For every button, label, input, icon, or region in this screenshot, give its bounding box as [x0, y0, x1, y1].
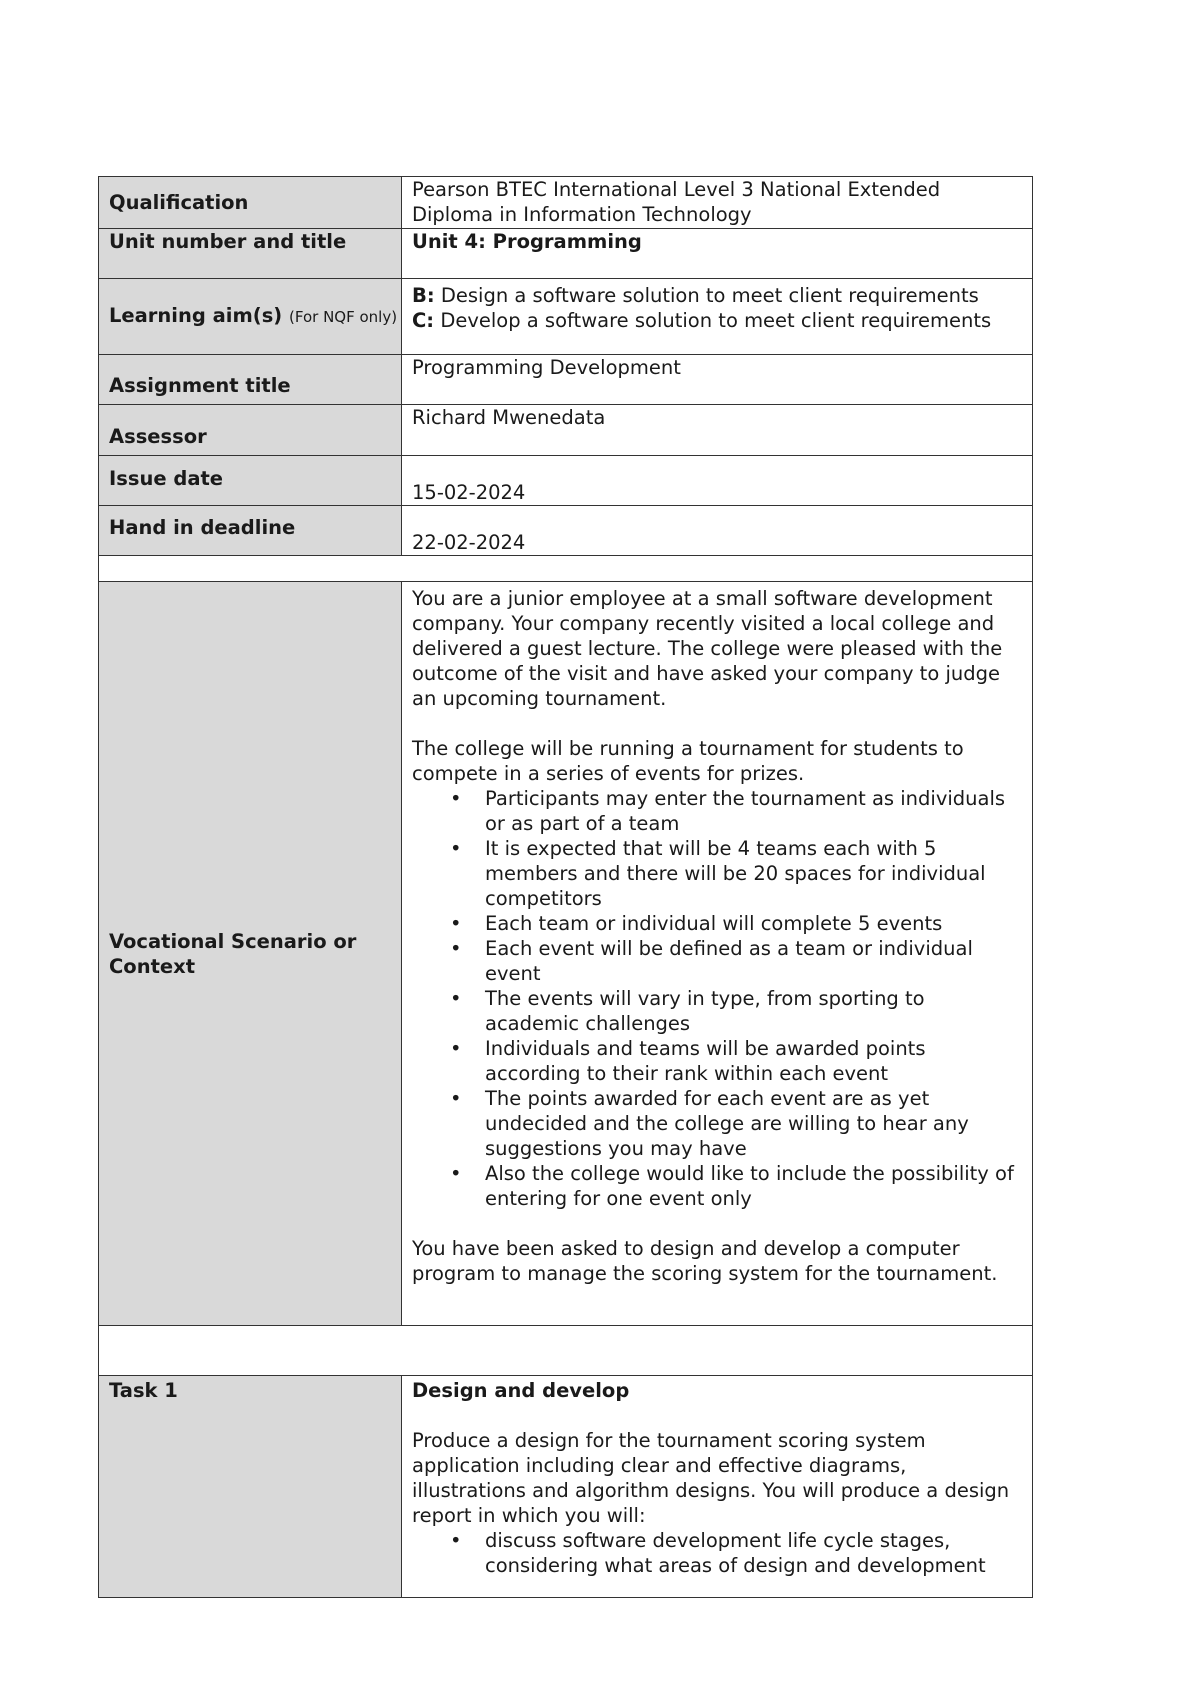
scenario-bullet: • Each event will be defined as a team or individual event	[485, 936, 1024, 986]
assignment-title-value: Programming Development	[402, 355, 1033, 405]
hand-in-label: Hand in deadline	[99, 506, 402, 556]
task-1-bullet: • discuss software development life cycle stages, considering what areas of design and development	[485, 1528, 1024, 1578]
assessor-value: Richard Mwenedata	[402, 405, 1033, 456]
issue-date-label: Issue date	[99, 456, 402, 506]
qualification-label: Qualification	[99, 177, 402, 229]
learning-aim-b-text: Design a software solution to meet client requirements	[440, 284, 979, 307]
issue-date-value: 15-02-2024	[402, 456, 1033, 506]
task-1-content	[402, 1376, 1033, 1598]
scenario-bullet: • Participants may enter the tournament as individuals or as part of a team	[485, 786, 1024, 836]
row-assignment-title	[99, 355, 1033, 405]
scenario-bullet: • It is expected that will be 4 teams each with 5 members and there will be 20 spaces for individual competitors	[485, 836, 1024, 911]
scenario-bullet-list	[412, 786, 1024, 1211]
unit-value	[402, 229, 1033, 279]
scenario-bullet: • Each team or individual will complete 5 events	[485, 911, 1024, 936]
row-hand-in	[99, 506, 1033, 556]
scenario-content	[402, 582, 1033, 1326]
scenario-bullet: • The points awarded for each event are as yet undecided and the college are willing to hear any suggestions you may have	[485, 1086, 1024, 1161]
spacer-cell-2	[99, 1326, 1033, 1376]
task-1-paragraph: Produce a design for the tournament scoring system application including clear and effective diagrams, illustrations and algorithm designs. You will produce a design report in which you will:	[412, 1429, 1010, 1527]
unit-title: Unit 4: Programming	[412, 230, 642, 253]
row-spacer-2	[99, 1326, 1033, 1376]
learning-aim-c	[412, 308, 1024, 333]
learning-aims-value	[402, 279, 1033, 355]
row-scenario	[99, 582, 1033, 1326]
learning-aim-c-text: Develop a software solution to meet client requirements	[440, 309, 992, 332]
scenario-label: Vocational Scenario or Context	[99, 582, 402, 1326]
learning-aims-label-text: Learning aim(s)	[109, 304, 283, 327]
row-spacer-1	[99, 556, 1033, 582]
learning-aims-label	[99, 279, 402, 355]
spacer-cell-1	[99, 556, 1033, 582]
row-task-1	[99, 1376, 1033, 1598]
row-learning-aims	[99, 279, 1033, 355]
task-1-heading: Design and develop	[412, 1379, 630, 1402]
hand-in-value: 22-02-2024	[402, 506, 1033, 556]
scenario-bullet: • The events will vary in type, from sporting to academic challenges	[485, 986, 1024, 1036]
scenario-paragraph-3: You have been asked to design and develop a computer program to manage the scoring system for the tournament.	[412, 1237, 998, 1285]
scenario-paragraph-1: You are a junior employee at a small software development company. Your company recently visited a local college and delivered a guest lecture. The college were pleased with the outcome of the visit and have asked your company to judge an upcoming tournament.	[412, 587, 1003, 710]
scenario-paragraph-2: The college will be running a tournament for students to compete in a series of events for prizes.	[412, 737, 964, 785]
learning-aims-label-note: (For NQF only)	[289, 308, 398, 326]
assessor-label: Assessor	[99, 405, 402, 456]
row-assessor	[99, 405, 1033, 456]
scenario-bullet: • Individuals and teams will be awarded points according to their rank within each event	[485, 1036, 1024, 1086]
assignment-brief-table	[98, 176, 1033, 1598]
assignment-title-label: Assignment title	[99, 355, 402, 405]
row-qualification	[99, 177, 1033, 229]
scenario-bullet: • Also the college would like to include the possibility of entering for one event only	[485, 1161, 1024, 1211]
row-issue-date	[99, 456, 1033, 506]
learning-aim-b-key: B:	[412, 284, 435, 307]
qualification-value: Pearson BTEC International Level 3 National Extended Diploma in Information Technology	[402, 177, 1033, 229]
learning-aim-c-key: C:	[412, 309, 435, 332]
learning-aim-b	[412, 283, 1024, 308]
task-1-label: Task 1	[99, 1376, 402, 1598]
task-1-bullet-list	[412, 1528, 1024, 1578]
row-unit	[99, 229, 1033, 279]
unit-label: Unit number and title	[99, 229, 402, 279]
